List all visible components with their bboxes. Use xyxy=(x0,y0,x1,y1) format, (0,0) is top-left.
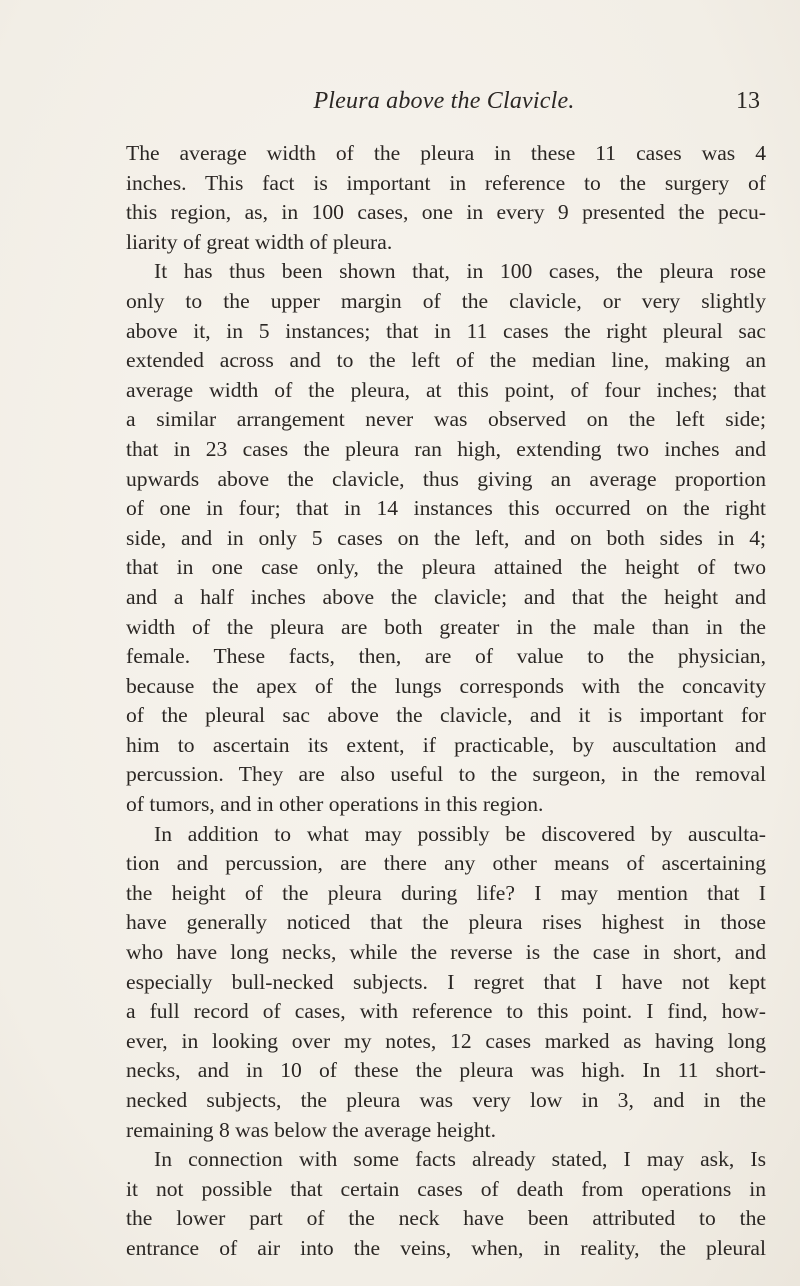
text-line: inches. This fact is important in reference to the surgery of xyxy=(126,170,766,195)
text-line: average width of the pleura, at this point, of four inches; that xyxy=(126,377,766,402)
text-line: that in one case only, the pleura attained the height of two xyxy=(126,555,766,580)
text-line: above it, in 5 instances; that in 11 cases the right pleural sac xyxy=(126,318,766,343)
text-line: it not possible that certain cases of death from operations in xyxy=(126,1176,766,1201)
text-line: necks, and in 10 of these the pleura was high. In 11 short- xyxy=(126,1058,766,1083)
text-line: have generally noticed that the pleura rises highest in those xyxy=(126,910,766,935)
text-line: entrance of air into the veins, when, in reality, the pleural xyxy=(126,1235,766,1260)
text-line: ever, in looking over my notes, 12 cases marked as having long xyxy=(126,1028,766,1053)
text-line: side, and in only 5 cases on the left, and on both sides in 4; xyxy=(126,525,766,550)
page-number: 13 xyxy=(736,88,760,114)
text-line: female. These facts, then, are of value to the physician, xyxy=(126,644,766,669)
text-line: a similar arrangement never was observed on the left side; xyxy=(126,407,766,432)
text-line: and a half inches above the clavicle; and that the height and xyxy=(126,584,766,609)
text-line: upwards above the clavicle, thus giving an average proportion xyxy=(126,466,766,491)
text-line: of tumors, and in other operations in this region. xyxy=(126,792,544,817)
text-line: remaining 8 was below the average height. xyxy=(126,1117,496,1142)
text-line: only to the upper margin of the clavicle, or very slightly xyxy=(126,288,766,313)
text-line: of one in four; that in 14 instances this occurred on the right xyxy=(126,496,766,521)
text-line: that in 23 cases the pleura ran high, extending two inches and xyxy=(126,436,766,461)
text-line: the height of the pleura during life? I may mention that I xyxy=(126,880,766,905)
text-line: tion and percussion, are there any other means of ascertaining xyxy=(126,851,766,876)
text-line: a full record of cases, with reference to this point. I find, how- xyxy=(126,999,766,1024)
running-title: Pleura above the Clavicle. xyxy=(313,88,575,114)
running-head xyxy=(120,84,768,120)
text-line: width of the pleura are both greater in the male than in the xyxy=(126,614,766,639)
text-line: The average width of the pleura in these 11 cases was 4 xyxy=(126,141,766,165)
text-line: extended across and to the left of the median line, making an xyxy=(126,348,766,373)
text-line: who have long necks, while the reverse is the case in short, and xyxy=(126,940,766,965)
text-line: necked subjects, the pleura was very low in 3, and in the xyxy=(126,1088,766,1112)
text-line: because the apex of the lungs corresponds with the concavity xyxy=(126,673,766,698)
text-line: this region, as, in 100 cases, one in every 9 presented the pecu- xyxy=(126,200,766,225)
text-line: It has thus been shown that, in 100 cases, the pleura rose xyxy=(154,259,766,284)
text-line: In addition to what may possibly be discovered by ausculta- xyxy=(154,821,766,846)
text-line: In connection with some facts already stated, I may ask, Is xyxy=(154,1147,766,1172)
text-line: percussion. They are also useful to the surgeon, in the removal xyxy=(126,762,766,787)
text-line: of the pleural sac above the clavicle, and it is important for xyxy=(126,703,766,728)
text-line: him to ascertain its extent, if practicable, by auscultation and xyxy=(126,732,766,757)
body-text xyxy=(126,139,766,1264)
text-line: the lower part of the neck have been attributed to the xyxy=(126,1206,766,1231)
text-line: liarity of great width of pleura. xyxy=(126,229,393,254)
text-line: especially bull-necked subjects. I regret that I have not kept xyxy=(126,969,766,994)
